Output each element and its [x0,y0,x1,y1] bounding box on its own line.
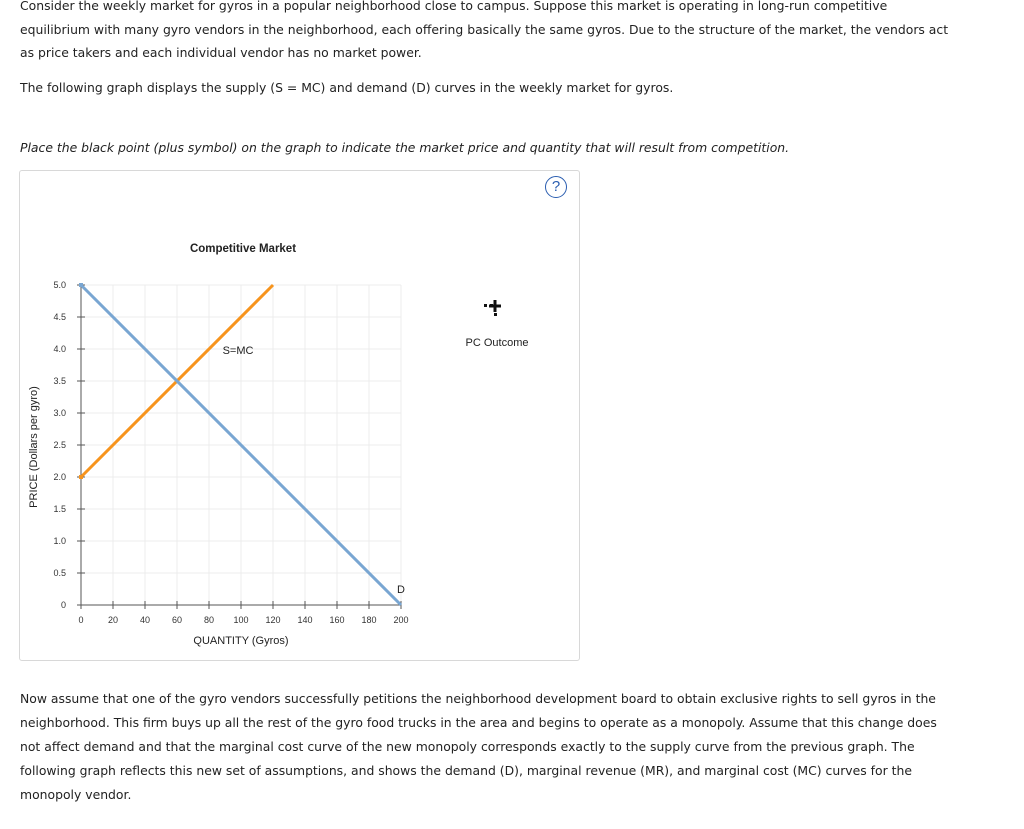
intro-paragraph: Consider the weekly market for gyros in a popular neighborhood close to campus. Suppose this market is operating in long-run competitive equilibrium with many gyro vendors in the neighborhood, each offering basically the same gyros. Due to the structure of the market, the vendors act as price takers and each individual vendor has no market power. [20,0,949,60]
demand-curve-endpoint[interactable] [79,283,83,287]
x-tick-label: 100 [233,615,249,625]
y-tick-label: 4.0 [53,344,66,354]
y-tick-label: 5.0 [53,280,66,290]
y-tick-label: 0 [60,600,66,610]
plus-point-icon[interactable] [484,300,501,316]
demand-curve-label: D [397,584,405,596]
y-axis-label: PRICE (Dollars per gyro) [28,386,40,508]
x-tick-label: 60 [171,615,183,625]
x-tick-label: 160 [329,615,345,625]
x-tick-label: 80 [203,615,215,625]
x-tick-label: 200 [393,615,409,625]
x-tick-label: 20 [107,615,119,625]
y-tick-label: 2.5 [53,440,66,450]
pc-outcome-label: PC Outcome [465,337,529,349]
pc-outcome-tool[interactable] [466,300,529,349]
y-tick-label: 3.0 [53,408,66,418]
x-tick-label: 0 [78,615,84,625]
y-tick-label: 1.5 [53,504,66,514]
chart-title: Competitive Market [189,243,297,255]
x-tick-label: 140 [297,615,313,625]
y-tick-label: 0.5 [53,568,66,578]
followup-paragraph: Now assume that one of the gyro vendors successfully petitions the neighborhood development board to obtain exclusive rights to sell gyros in the neighborhood. This firm buys up all the rest of the gyro food trucks in the area and begins to operate as a monopoly. Assume that this change does not affect demand and that the marginal cost curve of the new monopoly corresponds exactly to the supply curve from the previous graph. The following graph reflects this new set of assumptions, and shows the demand (D), marginal revenue (MR), and marginal cost (MC) curves for the monopoly vendor. [20,691,937,802]
y-tick-label: 2.0 [53,472,66,482]
y-tick-label: 4.5 [53,312,66,322]
y-tick-label: 3.5 [53,376,66,386]
competitive-market-chart[interactable] [20,171,581,662]
x-tick-label: 40 [139,615,151,625]
graph-description: The following graph displays the supply (S = MC) and demand (D) curves in the weekly market for gyros. [20,80,674,95]
x-tick-label: 180 [361,615,377,625]
supply-curve-endpoint[interactable] [79,475,83,479]
x-axis-label: QUANTITY (Gyros) [193,635,289,647]
instruction-text: Place the black point (plus symbol) on the graph to indicate the market price and quantity that will result from competition. [20,140,790,155]
y-tick-label: 1.0 [53,536,66,546]
x-tick-label: 120 [265,615,281,625]
help-button[interactable]: ? [545,176,567,198]
chart-series [79,283,401,605]
supply-curve-label: S=MC [222,345,254,357]
graph-panel [19,170,580,661]
